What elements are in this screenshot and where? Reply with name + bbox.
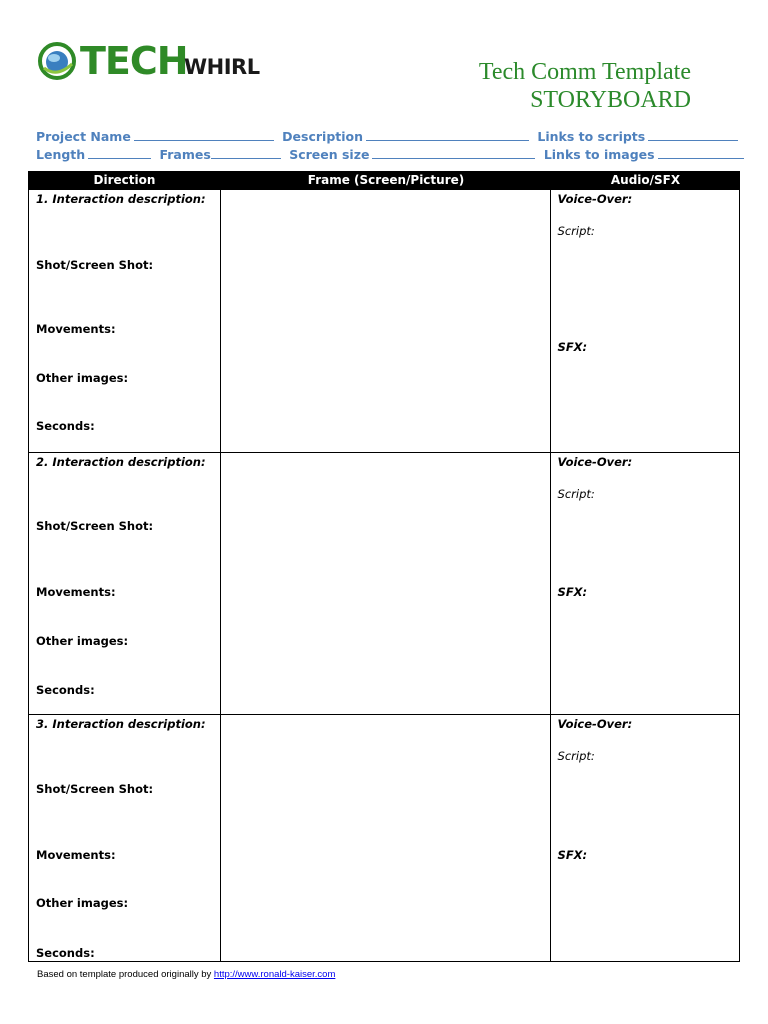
shot-label: Shot/Screen Shot: bbox=[36, 519, 154, 533]
header-direction: Direction bbox=[93, 173, 156, 187]
project-name-label: Project Name bbox=[36, 129, 131, 144]
links-scripts-label: Links to scripts bbox=[537, 129, 646, 144]
project-fields bbox=[36, 128, 736, 164]
storyboard-table bbox=[28, 171, 740, 962]
fields-row-1 bbox=[36, 128, 736, 146]
script-label: Script: bbox=[557, 224, 595, 238]
sfx-label: SFX: bbox=[557, 848, 588, 862]
audio-cell[interactable] bbox=[551, 190, 739, 452]
sfx-label: SFX: bbox=[557, 585, 588, 599]
movements-label: Movements: bbox=[36, 322, 116, 336]
logo-tech-text: TECH bbox=[80, 39, 188, 83]
title-line-2: STORYBOARD bbox=[530, 87, 691, 113]
length-label: Length bbox=[36, 147, 86, 162]
table-row bbox=[28, 453, 740, 715]
screen-size-blank[interactable] bbox=[372, 147, 535, 159]
logo-whirl-text: WHIRL bbox=[184, 55, 260, 79]
interaction-description-label: 2. Interaction description: bbox=[36, 455, 206, 469]
footer-link[interactable]: http://www.ronald-kaiser.com bbox=[213, 969, 336, 980]
document-title bbox=[479, 58, 691, 114]
script-label: Script: bbox=[557, 749, 595, 763]
seconds-label: Seconds: bbox=[36, 419, 95, 433]
interaction-description-label: 1. Interaction description: bbox=[36, 192, 206, 206]
links-scripts-blank[interactable] bbox=[648, 129, 738, 141]
seconds-label: Seconds: bbox=[36, 683, 95, 697]
globe-icon bbox=[38, 42, 76, 80]
frames-blank[interactable] bbox=[211, 147, 281, 159]
project-name-blank[interactable] bbox=[134, 129, 274, 141]
direction-cell[interactable] bbox=[29, 453, 221, 714]
title-line-1: Tech Comm Template bbox=[478, 59, 691, 85]
table-row bbox=[28, 190, 740, 453]
footer-text: Based on template produced originally by bbox=[37, 969, 214, 980]
frame-cell[interactable] bbox=[221, 190, 550, 452]
frames-label: Frames bbox=[159, 147, 211, 162]
fields-row-2 bbox=[36, 146, 736, 164]
script-label: Script: bbox=[557, 487, 595, 501]
description-label: Description bbox=[282, 129, 364, 144]
frame-cell[interactable] bbox=[221, 453, 550, 714]
shot-label: Shot/Screen Shot: bbox=[36, 782, 154, 796]
table-header bbox=[28, 171, 740, 190]
header-audio-sfx: Audio/SFX bbox=[610, 173, 681, 187]
description-blank[interactable] bbox=[366, 129, 529, 141]
frame-cell[interactable] bbox=[221, 715, 550, 961]
length-blank[interactable] bbox=[88, 147, 151, 159]
audio-cell[interactable] bbox=[551, 715, 739, 961]
direction-cell[interactable] bbox=[29, 715, 221, 961]
movements-label: Movements: bbox=[36, 585, 116, 599]
links-images-blank[interactable] bbox=[658, 147, 744, 159]
voice-over-label: Voice-Over: bbox=[557, 717, 633, 731]
techwhirl-logo bbox=[38, 40, 268, 86]
footer-credit bbox=[37, 969, 335, 980]
other-images-label: Other images: bbox=[36, 634, 129, 648]
audio-cell[interactable] bbox=[551, 453, 739, 714]
interaction-description-label: 3. Interaction description: bbox=[36, 717, 206, 731]
links-images-label: Links to images bbox=[543, 147, 655, 162]
movements-label: Movements: bbox=[36, 848, 116, 862]
sfx-label: SFX: bbox=[557, 340, 588, 354]
screen-size-label: Screen size bbox=[289, 147, 370, 162]
voice-over-label: Voice-Over: bbox=[557, 192, 633, 206]
header-frame: Frame (Screen/Picture) bbox=[307, 173, 465, 187]
other-images-label: Other images: bbox=[36, 896, 129, 910]
seconds-label: Seconds: bbox=[36, 946, 95, 960]
voice-over-label: Voice-Over: bbox=[557, 455, 633, 469]
other-images-label: Other images: bbox=[36, 371, 129, 385]
shot-label: Shot/Screen Shot: bbox=[36, 258, 154, 272]
direction-cell[interactable] bbox=[29, 190, 221, 452]
table-row bbox=[28, 715, 740, 962]
